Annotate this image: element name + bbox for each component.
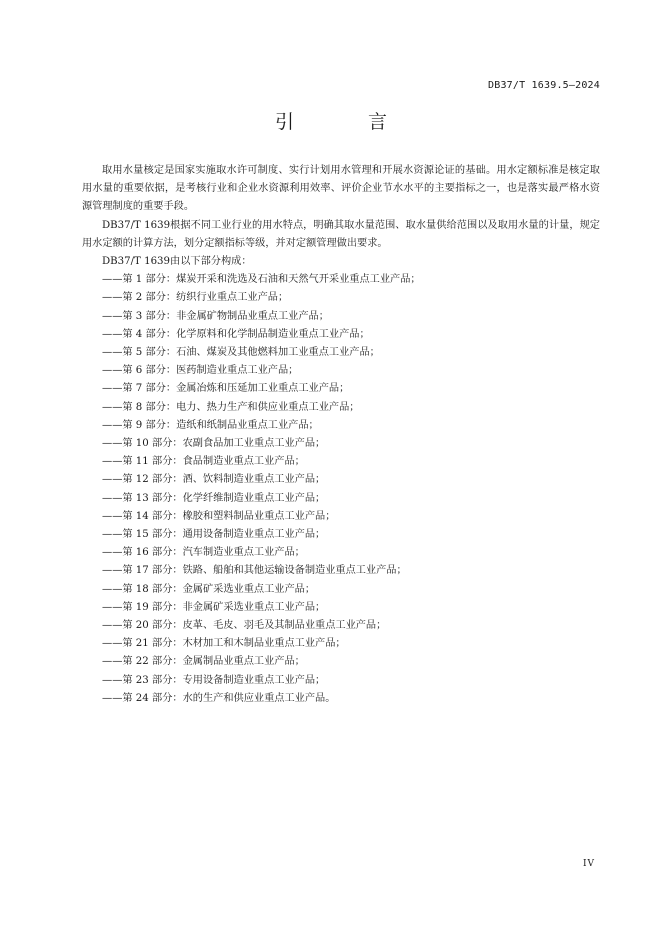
list-item: ——第 3 部分：非金属矿物制品业重点工业产品； [102, 310, 329, 322]
list-item: ——第 10 部分：农副食品加工业重点工业产品； [102, 438, 326, 450]
list-item: ——第 14 部分：橡胶和塑料制品业重点工业产品； [102, 510, 336, 522]
list-item: ——第 23 部分：专用设备制造业重点工业产品； [102, 674, 326, 686]
list-item: ——第 13 部分：化学纤维制造业重点工业产品； [102, 492, 326, 504]
intro-paragraph: DB37/T 1639由以下部分构成： [102, 256, 252, 268]
document-code: DB37/T 1639.5—2024 [488, 80, 600, 91]
list-item: ——第 8 部分：电力、热力生产和供应业重点工业产品； [102, 401, 360, 413]
list-item: ——第 6 部分：医药制造业重点工业产品； [102, 365, 299, 377]
list-item: ——第 24 部分：水的生产和供应业重点工业产品。 [102, 692, 336, 704]
list-item: ——第 9 部分：造纸和纸制品业重点工业产品； [102, 419, 319, 431]
list-item: ——第 18 部分：金属矿采选业重点工业产品； [102, 583, 316, 595]
list-item: ——第 15 部分：通用设备制造业重点工业产品； [102, 529, 326, 541]
list-item: ——第 2 部分：纺织行业重点工业产品； [102, 292, 289, 304]
list-item: ——第 17 部分：铁路、船舶和其他运输设备制造业重点工业产品； [102, 565, 407, 577]
list-item: ——第 7 部分：金属冶炼和压延加工业重点工业产品； [102, 383, 350, 395]
page-number: IV [582, 859, 595, 869]
list-item: ——第 12 部分：酒、饮料制造业重点工业产品； [102, 474, 326, 486]
list-item: ——第 20 部分：皮革、毛皮、羽毛及其制品业重点工业产品； [102, 620, 387, 632]
introduction-body [82, 162, 600, 708]
list-item: ——第 19 部分：非金属矿采选业重点工业产品； [102, 601, 326, 613]
list-item: ——第 16 部分：汽车制造业重点工业产品； [102, 547, 305, 559]
intro-paragraph: 取用水量核定是国家实施取水许可制度、实行计划用水管理和开展水资源论证的基础。用水定额标准是核定取用水量的重要依据，是考核行业和企业水资源利用效率、评价企业节水水平的主要指标之一，也是落实最严格水资源管理制度的重要手段。 [82, 165, 600, 213]
list-item: ——第 4 部分：化学原料和化学制品制造业重点工业产品； [102, 328, 370, 340]
list-item: ——第 11 部分：食品制造业重点工业产品； [102, 456, 305, 468]
list-item: ——第 22 部分：金属制品业重点工业产品； [102, 656, 305, 668]
parts-list [82, 271, 600, 708]
list-item: ——第 21 部分：木材加工和木制品业重点工业产品； [102, 638, 346, 650]
list-item: ——第 1 部分：煤炭开采和洗选及石油和天然气开采业重点工业产品； [102, 274, 421, 286]
list-item: ——第 5 部分：石油、煤炭及其他燃料加工业重点工业产品； [102, 347, 380, 359]
intro-paragraph: DB37/T 1639根据不同工业行业的用水特点，明确其取水量范围、取水量供给范围以及取用水量的计量，规定用水定额的计算方法，划分定额指标等级，并对定额管理做出要求。 [82, 219, 600, 249]
page-title: 引 言 [274, 111, 422, 133]
